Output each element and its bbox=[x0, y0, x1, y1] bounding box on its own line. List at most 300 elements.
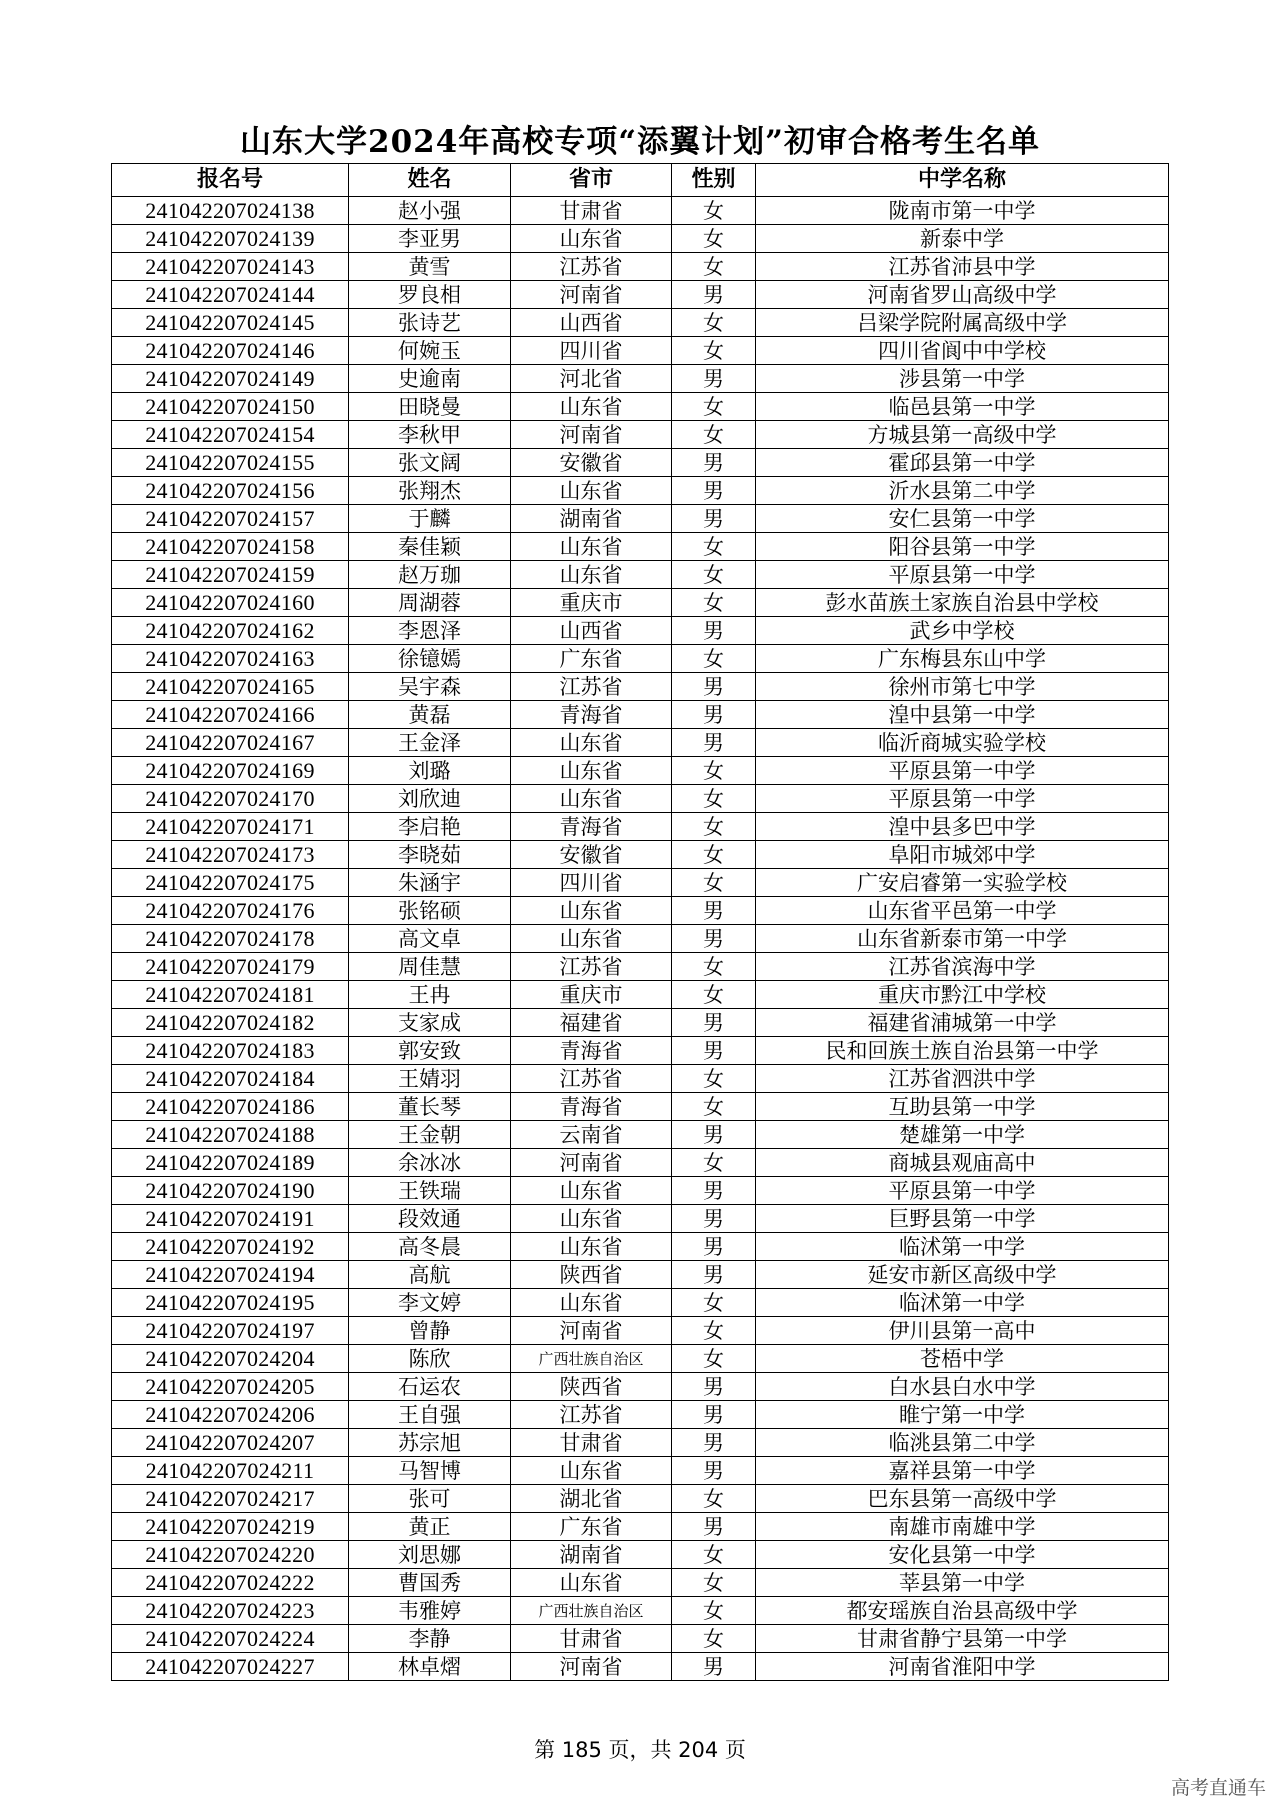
cell-registration-no: 241042207024162 bbox=[112, 617, 349, 645]
cell-province: 安徽省 bbox=[511, 449, 672, 477]
cell-gender: 男 bbox=[672, 925, 756, 953]
cell-registration-no: 241042207024189 bbox=[112, 1149, 349, 1177]
cell-name: 王金朝 bbox=[349, 1121, 511, 1149]
table-row bbox=[112, 393, 1169, 421]
cell-gender: 女 bbox=[672, 253, 756, 281]
cell-gender: 男 bbox=[672, 505, 756, 533]
cell-gender: 男 bbox=[672, 1401, 756, 1429]
header-gender: 性别 bbox=[672, 164, 756, 197]
cell-name: 郭安致 bbox=[349, 1037, 511, 1065]
cell-registration-no: 241042207024217 bbox=[112, 1485, 349, 1513]
cell-name: 罗良相 bbox=[349, 281, 511, 309]
table-row bbox=[112, 1121, 1169, 1149]
cell-province: 四川省 bbox=[511, 337, 672, 365]
cell-province: 江苏省 bbox=[511, 1065, 672, 1093]
cell-province: 山东省 bbox=[511, 225, 672, 253]
cell-name: 朱涵宇 bbox=[349, 869, 511, 897]
cell-school: 福建省浦城第一中学 bbox=[756, 1009, 1169, 1037]
page-title: 山东大学2024年高校专项“添翼计划”初审合格考生名单 bbox=[240, 124, 1040, 160]
cell-registration-no: 241042207024220 bbox=[112, 1541, 349, 1569]
cell-province: 青海省 bbox=[511, 701, 672, 729]
cell-school: 河南省罗山高级中学 bbox=[756, 281, 1169, 309]
cell-school: 甘肃省静宁县第一中学 bbox=[756, 1625, 1169, 1653]
cell-gender: 女 bbox=[672, 1597, 756, 1625]
table-row bbox=[112, 1401, 1169, 1429]
cell-school: 巨野县第一中学 bbox=[756, 1205, 1169, 1233]
cell-registration-no: 241042207024150 bbox=[112, 393, 349, 421]
cell-registration-no: 241042207024173 bbox=[112, 841, 349, 869]
cell-registration-no: 241042207024171 bbox=[112, 813, 349, 841]
cell-name: 李启艳 bbox=[349, 813, 511, 841]
cell-registration-no: 241042207024183 bbox=[112, 1037, 349, 1065]
table-row bbox=[112, 645, 1169, 673]
cell-gender: 女 bbox=[672, 1345, 756, 1373]
cell-name: 曹国秀 bbox=[349, 1569, 511, 1597]
cell-school: 安化县第一中学 bbox=[756, 1541, 1169, 1569]
cell-province: 重庆市 bbox=[511, 981, 672, 1009]
cell-gender: 女 bbox=[672, 337, 756, 365]
cell-gender: 男 bbox=[672, 1457, 756, 1485]
cell-gender: 女 bbox=[672, 1485, 756, 1513]
cell-school: 临沭第一中学 bbox=[756, 1233, 1169, 1261]
cell-name: 曾静 bbox=[349, 1317, 511, 1345]
cell-registration-no: 241042207024182 bbox=[112, 1009, 349, 1037]
cell-name: 韦雅婷 bbox=[349, 1597, 511, 1625]
cell-registration-no: 241042207024144 bbox=[112, 281, 349, 309]
table-row bbox=[112, 365, 1169, 393]
cell-name: 李文婷 bbox=[349, 1289, 511, 1317]
cell-province: 江苏省 bbox=[511, 253, 672, 281]
cell-name: 何婉玉 bbox=[349, 337, 511, 365]
cell-school: 商城县观庙高中 bbox=[756, 1149, 1169, 1177]
table-row bbox=[112, 1289, 1169, 1317]
cell-school: 临洮县第二中学 bbox=[756, 1429, 1169, 1457]
cell-province: 山东省 bbox=[511, 1289, 672, 1317]
cell-gender: 女 bbox=[672, 589, 756, 617]
cell-gender: 男 bbox=[672, 1261, 756, 1289]
cell-school: 临邑县第一中学 bbox=[756, 393, 1169, 421]
cell-gender: 女 bbox=[672, 841, 756, 869]
cell-name: 马智博 bbox=[349, 1457, 511, 1485]
cell-registration-no: 241042207024165 bbox=[112, 673, 349, 701]
cell-province: 山东省 bbox=[511, 1177, 672, 1205]
cell-registration-no: 241042207024197 bbox=[112, 1317, 349, 1345]
table-row bbox=[112, 841, 1169, 869]
cell-school: 方城县第一高级中学 bbox=[756, 421, 1169, 449]
cell-province: 福建省 bbox=[511, 1009, 672, 1037]
cell-province: 山东省 bbox=[511, 393, 672, 421]
cell-school: 新泰中学 bbox=[756, 225, 1169, 253]
cell-name: 苏宗旭 bbox=[349, 1429, 511, 1457]
cell-registration-no: 241042207024158 bbox=[112, 533, 349, 561]
cell-name: 秦佳颖 bbox=[349, 533, 511, 561]
cell-name: 徐镱嫣 bbox=[349, 645, 511, 673]
cell-school: 湟中县第一中学 bbox=[756, 701, 1169, 729]
cell-province: 山东省 bbox=[511, 757, 672, 785]
cell-province: 山东省 bbox=[511, 925, 672, 953]
cell-school: 安仁县第一中学 bbox=[756, 505, 1169, 533]
cell-gender: 女 bbox=[672, 785, 756, 813]
table-row bbox=[112, 449, 1169, 477]
cell-name: 周湖蓉 bbox=[349, 589, 511, 617]
cell-gender: 女 bbox=[672, 953, 756, 981]
cell-registration-no: 241042207024163 bbox=[112, 645, 349, 673]
cell-name: 黄磊 bbox=[349, 701, 511, 729]
cell-name: 王金泽 bbox=[349, 729, 511, 757]
cell-school: 阜阳市城郊中学 bbox=[756, 841, 1169, 869]
cell-school: 临沂商城实验学校 bbox=[756, 729, 1169, 757]
cell-name: 李亚男 bbox=[349, 225, 511, 253]
cell-name: 李恩泽 bbox=[349, 617, 511, 645]
cell-province: 河南省 bbox=[511, 1149, 672, 1177]
cell-gender: 女 bbox=[672, 197, 756, 225]
cell-school: 山东省平邑第一中学 bbox=[756, 897, 1169, 925]
cell-province: 山东省 bbox=[511, 897, 672, 925]
cell-name: 黄正 bbox=[349, 1513, 511, 1541]
cell-gender: 男 bbox=[672, 1037, 756, 1065]
cell-name: 王自强 bbox=[349, 1401, 511, 1429]
header-school: 中学名称 bbox=[756, 164, 1169, 197]
cell-registration-no: 241042207024139 bbox=[112, 225, 349, 253]
cell-province: 甘肃省 bbox=[511, 1625, 672, 1653]
table-row bbox=[112, 701, 1169, 729]
cell-name: 田晓曼 bbox=[349, 393, 511, 421]
watermark: 高考直通车 bbox=[1170, 1777, 1266, 1799]
cell-province: 江苏省 bbox=[511, 1401, 672, 1429]
cell-province: 江苏省 bbox=[511, 673, 672, 701]
table-row bbox=[112, 421, 1169, 449]
cell-school: 四川省阆中中学校 bbox=[756, 337, 1169, 365]
table-row bbox=[112, 1037, 1169, 1065]
cell-registration-no: 241042207024191 bbox=[112, 1205, 349, 1233]
cell-name: 刘璐 bbox=[349, 757, 511, 785]
cell-gender: 男 bbox=[672, 1205, 756, 1233]
cell-name: 李晓茹 bbox=[349, 841, 511, 869]
cell-gender: 女 bbox=[672, 645, 756, 673]
cell-name: 周佳慧 bbox=[349, 953, 511, 981]
cell-province: 安徽省 bbox=[511, 841, 672, 869]
cell-name: 赵小强 bbox=[349, 197, 511, 225]
cell-registration-no: 241042207024176 bbox=[112, 897, 349, 925]
cell-gender: 女 bbox=[672, 1317, 756, 1345]
table-header-row bbox=[112, 164, 1169, 197]
cell-province: 河南省 bbox=[511, 281, 672, 309]
cell-gender: 男 bbox=[672, 729, 756, 757]
cell-gender: 男 bbox=[672, 1429, 756, 1457]
cell-gender: 女 bbox=[672, 421, 756, 449]
cell-gender: 男 bbox=[672, 1121, 756, 1149]
cell-school: 江苏省泗洪中学 bbox=[756, 1065, 1169, 1093]
cell-province: 山东省 bbox=[511, 477, 672, 505]
cell-gender: 女 bbox=[672, 869, 756, 897]
cell-registration-no: 241042207024184 bbox=[112, 1065, 349, 1093]
table-row bbox=[112, 1317, 1169, 1345]
cell-name: 史逾南 bbox=[349, 365, 511, 393]
cell-province: 山东省 bbox=[511, 785, 672, 813]
table-row bbox=[112, 197, 1169, 225]
cell-name: 石运农 bbox=[349, 1373, 511, 1401]
cell-registration-no: 241042207024169 bbox=[112, 757, 349, 785]
table-row bbox=[112, 505, 1169, 533]
cell-gender: 女 bbox=[672, 1149, 756, 1177]
cell-gender: 女 bbox=[672, 1625, 756, 1653]
cell-name: 高航 bbox=[349, 1261, 511, 1289]
cell-gender: 女 bbox=[672, 393, 756, 421]
cell-gender: 女 bbox=[672, 1569, 756, 1597]
table-row bbox=[112, 1261, 1169, 1289]
cell-gender: 男 bbox=[672, 365, 756, 393]
cell-province: 广西壮族自治区 bbox=[511, 1345, 672, 1373]
cell-school: 平原县第一中学 bbox=[756, 757, 1169, 785]
cell-school: 平原县第一中学 bbox=[756, 561, 1169, 589]
cell-school: 延安市新区高级中学 bbox=[756, 1261, 1169, 1289]
cell-province: 青海省 bbox=[511, 1037, 672, 1065]
cell-province: 河北省 bbox=[511, 365, 672, 393]
cell-registration-no: 241042207024166 bbox=[112, 701, 349, 729]
table-row bbox=[112, 533, 1169, 561]
cell-name: 林卓熠 bbox=[349, 1653, 511, 1681]
cell-school: 河南省淮阳中学 bbox=[756, 1653, 1169, 1681]
table-row bbox=[112, 1457, 1169, 1485]
cell-province: 山东省 bbox=[511, 533, 672, 561]
table-row bbox=[112, 1541, 1169, 1569]
cell-registration-no: 241042207024149 bbox=[112, 365, 349, 393]
cell-name: 吴宇森 bbox=[349, 673, 511, 701]
header-registration-no: 报名号 bbox=[112, 164, 349, 197]
table-row bbox=[112, 1569, 1169, 1597]
cell-province: 甘肃省 bbox=[511, 197, 672, 225]
cell-province: 山东省 bbox=[511, 1569, 672, 1597]
cell-gender: 女 bbox=[672, 533, 756, 561]
cell-registration-no: 241042207024154 bbox=[112, 421, 349, 449]
cell-name: 张可 bbox=[349, 1485, 511, 1513]
cell-gender: 女 bbox=[672, 1541, 756, 1569]
cell-school: 沂水县第二中学 bbox=[756, 477, 1169, 505]
cell-registration-no: 241042207024146 bbox=[112, 337, 349, 365]
cell-school: 民和回族土族自治县第一中学 bbox=[756, 1037, 1169, 1065]
table-row bbox=[112, 729, 1169, 757]
cell-gender: 女 bbox=[672, 561, 756, 589]
cell-school: 武乡中学校 bbox=[756, 617, 1169, 645]
table-row bbox=[112, 897, 1169, 925]
table-row bbox=[112, 953, 1169, 981]
cell-province: 广东省 bbox=[511, 645, 672, 673]
cell-school: 平原县第一中学 bbox=[756, 785, 1169, 813]
cell-registration-no: 241042207024188 bbox=[112, 1121, 349, 1149]
cell-province: 湖北省 bbox=[511, 1485, 672, 1513]
cell-province: 重庆市 bbox=[511, 589, 672, 617]
cell-province: 湖南省 bbox=[511, 1541, 672, 1569]
cell-registration-no: 241042207024222 bbox=[112, 1569, 349, 1597]
table-row bbox=[112, 1009, 1169, 1037]
header-province: 省市 bbox=[511, 164, 672, 197]
cell-registration-no: 241042207024181 bbox=[112, 981, 349, 1009]
cell-gender: 男 bbox=[672, 673, 756, 701]
cell-registration-no: 241042207024167 bbox=[112, 729, 349, 757]
cell-province: 陕西省 bbox=[511, 1261, 672, 1289]
cell-school: 徐州市第七中学 bbox=[756, 673, 1169, 701]
table-row bbox=[112, 589, 1169, 617]
table-row bbox=[112, 1065, 1169, 1093]
table-row bbox=[112, 561, 1169, 589]
cell-name: 张文阔 bbox=[349, 449, 511, 477]
page-number: 第 185 页，共 204 页 bbox=[534, 1738, 746, 1762]
cell-gender: 女 bbox=[672, 1065, 756, 1093]
cell-province: 四川省 bbox=[511, 869, 672, 897]
table-row bbox=[112, 1093, 1169, 1121]
cell-province: 甘肃省 bbox=[511, 1429, 672, 1457]
cell-registration-no: 241042207024159 bbox=[112, 561, 349, 589]
cell-name: 董长琴 bbox=[349, 1093, 511, 1121]
cell-school: 苍梧中学 bbox=[756, 1345, 1169, 1373]
cell-gender: 男 bbox=[672, 1177, 756, 1205]
table-row bbox=[112, 1513, 1169, 1541]
cell-name: 高冬晨 bbox=[349, 1233, 511, 1261]
cell-province: 广东省 bbox=[511, 1513, 672, 1541]
cell-registration-no: 241042207024145 bbox=[112, 309, 349, 337]
header-name: 姓名 bbox=[349, 164, 511, 197]
table-row bbox=[112, 617, 1169, 645]
cell-province: 山东省 bbox=[511, 1457, 672, 1485]
cell-school: 楚雄第一中学 bbox=[756, 1121, 1169, 1149]
cell-name: 刘思娜 bbox=[349, 1541, 511, 1569]
cell-gender: 男 bbox=[672, 477, 756, 505]
cell-registration-no: 241042207024195 bbox=[112, 1289, 349, 1317]
cell-province: 湖南省 bbox=[511, 505, 672, 533]
cell-school: 睢宁第一中学 bbox=[756, 1401, 1169, 1429]
cell-registration-no: 241042207024170 bbox=[112, 785, 349, 813]
cell-name: 黄雪 bbox=[349, 253, 511, 281]
cell-province: 青海省 bbox=[511, 813, 672, 841]
cell-name: 高文卓 bbox=[349, 925, 511, 953]
cell-gender: 女 bbox=[672, 813, 756, 841]
cell-province: 山东省 bbox=[511, 729, 672, 757]
table-row bbox=[112, 757, 1169, 785]
table-row bbox=[112, 1373, 1169, 1401]
cell-school: 嘉祥县第一中学 bbox=[756, 1457, 1169, 1485]
cell-name: 王铁瑞 bbox=[349, 1177, 511, 1205]
cell-registration-no: 241042207024206 bbox=[112, 1401, 349, 1429]
cell-school: 陇南市第一中学 bbox=[756, 197, 1169, 225]
cell-school: 江苏省滨海中学 bbox=[756, 953, 1169, 981]
cell-gender: 女 bbox=[672, 309, 756, 337]
cell-school: 互助县第一中学 bbox=[756, 1093, 1169, 1121]
table-row bbox=[112, 1345, 1169, 1373]
table-row bbox=[112, 1149, 1169, 1177]
cell-registration-no: 241042207024143 bbox=[112, 253, 349, 281]
cell-province: 陕西省 bbox=[511, 1373, 672, 1401]
table-row bbox=[112, 1625, 1169, 1653]
cell-province: 山西省 bbox=[511, 309, 672, 337]
cell-school: 湟中县多巴中学 bbox=[756, 813, 1169, 841]
cell-name: 李静 bbox=[349, 1625, 511, 1653]
cell-name: 王婧羽 bbox=[349, 1065, 511, 1093]
table-row bbox=[112, 309, 1169, 337]
cell-province: 河南省 bbox=[511, 1317, 672, 1345]
cell-name: 王冉 bbox=[349, 981, 511, 1009]
table-row bbox=[112, 673, 1169, 701]
cell-province: 云南省 bbox=[511, 1121, 672, 1149]
table-row bbox=[112, 1205, 1169, 1233]
cell-school: 巴东县第一高级中学 bbox=[756, 1485, 1169, 1513]
cell-registration-no: 241042207024160 bbox=[112, 589, 349, 617]
cell-name: 张诗艺 bbox=[349, 309, 511, 337]
table-row bbox=[112, 813, 1169, 841]
cell-registration-no: 241042207024227 bbox=[112, 1653, 349, 1681]
cell-name: 陈欣 bbox=[349, 1345, 511, 1373]
table-row bbox=[112, 1233, 1169, 1261]
cell-name: 李秋甲 bbox=[349, 421, 511, 449]
cell-registration-no: 241042207024224 bbox=[112, 1625, 349, 1653]
cell-school: 重庆市黔江中学校 bbox=[756, 981, 1169, 1009]
cell-gender: 男 bbox=[672, 449, 756, 477]
cell-school: 涉县第一中学 bbox=[756, 365, 1169, 393]
table-row bbox=[112, 1653, 1169, 1681]
cell-registration-no: 241042207024178 bbox=[112, 925, 349, 953]
cell-province: 河南省 bbox=[511, 421, 672, 449]
cell-gender: 男 bbox=[672, 1233, 756, 1261]
table-row bbox=[112, 1429, 1169, 1457]
cell-registration-no: 241042207024155 bbox=[112, 449, 349, 477]
cell-registration-no: 241042207024194 bbox=[112, 1261, 349, 1289]
cell-registration-no: 241042207024205 bbox=[112, 1373, 349, 1401]
cell-registration-no: 241042207024157 bbox=[112, 505, 349, 533]
cell-province: 青海省 bbox=[511, 1093, 672, 1121]
cell-name: 张翔杰 bbox=[349, 477, 511, 505]
candidate-table bbox=[111, 163, 1169, 1681]
cell-registration-no: 241042207024190 bbox=[112, 1177, 349, 1205]
cell-school: 莘县第一中学 bbox=[756, 1569, 1169, 1597]
cell-gender: 男 bbox=[672, 1373, 756, 1401]
cell-school: 山东省新泰市第一中学 bbox=[756, 925, 1169, 953]
cell-school: 临沭第一中学 bbox=[756, 1289, 1169, 1317]
cell-school: 霍邱县第一中学 bbox=[756, 449, 1169, 477]
cell-province: 山西省 bbox=[511, 617, 672, 645]
cell-registration-no: 241042207024219 bbox=[112, 1513, 349, 1541]
cell-province: 广西壮族自治区 bbox=[511, 1597, 672, 1625]
table-row bbox=[112, 869, 1169, 897]
cell-gender: 女 bbox=[672, 225, 756, 253]
table-row bbox=[112, 1597, 1169, 1625]
cell-name: 刘欣迪 bbox=[349, 785, 511, 813]
table-row bbox=[112, 281, 1169, 309]
cell-school: 江苏省沛县中学 bbox=[756, 253, 1169, 281]
cell-school: 阳谷县第一中学 bbox=[756, 533, 1169, 561]
cell-province: 河南省 bbox=[511, 1653, 672, 1681]
cell-registration-no: 241042207024207 bbox=[112, 1429, 349, 1457]
cell-name: 支家成 bbox=[349, 1009, 511, 1037]
table-row bbox=[112, 925, 1169, 953]
table-row bbox=[112, 785, 1169, 813]
cell-name: 段效通 bbox=[349, 1205, 511, 1233]
cell-registration-no: 241042207024175 bbox=[112, 869, 349, 897]
cell-name: 赵万珈 bbox=[349, 561, 511, 589]
cell-name: 张铭硕 bbox=[349, 897, 511, 925]
cell-registration-no: 241042207024179 bbox=[112, 953, 349, 981]
cell-gender: 男 bbox=[672, 617, 756, 645]
cell-gender: 女 bbox=[672, 1093, 756, 1121]
table-row bbox=[112, 225, 1169, 253]
table-row bbox=[112, 253, 1169, 281]
cell-registration-no: 241042207024192 bbox=[112, 1233, 349, 1261]
cell-registration-no: 241042207024204 bbox=[112, 1345, 349, 1373]
cell-registration-no: 241042207024156 bbox=[112, 477, 349, 505]
cell-school: 白水县白水中学 bbox=[756, 1373, 1169, 1401]
cell-school: 广东梅县东山中学 bbox=[756, 645, 1169, 673]
cell-gender: 男 bbox=[672, 1513, 756, 1541]
table-row bbox=[112, 1177, 1169, 1205]
cell-name: 于麟 bbox=[349, 505, 511, 533]
